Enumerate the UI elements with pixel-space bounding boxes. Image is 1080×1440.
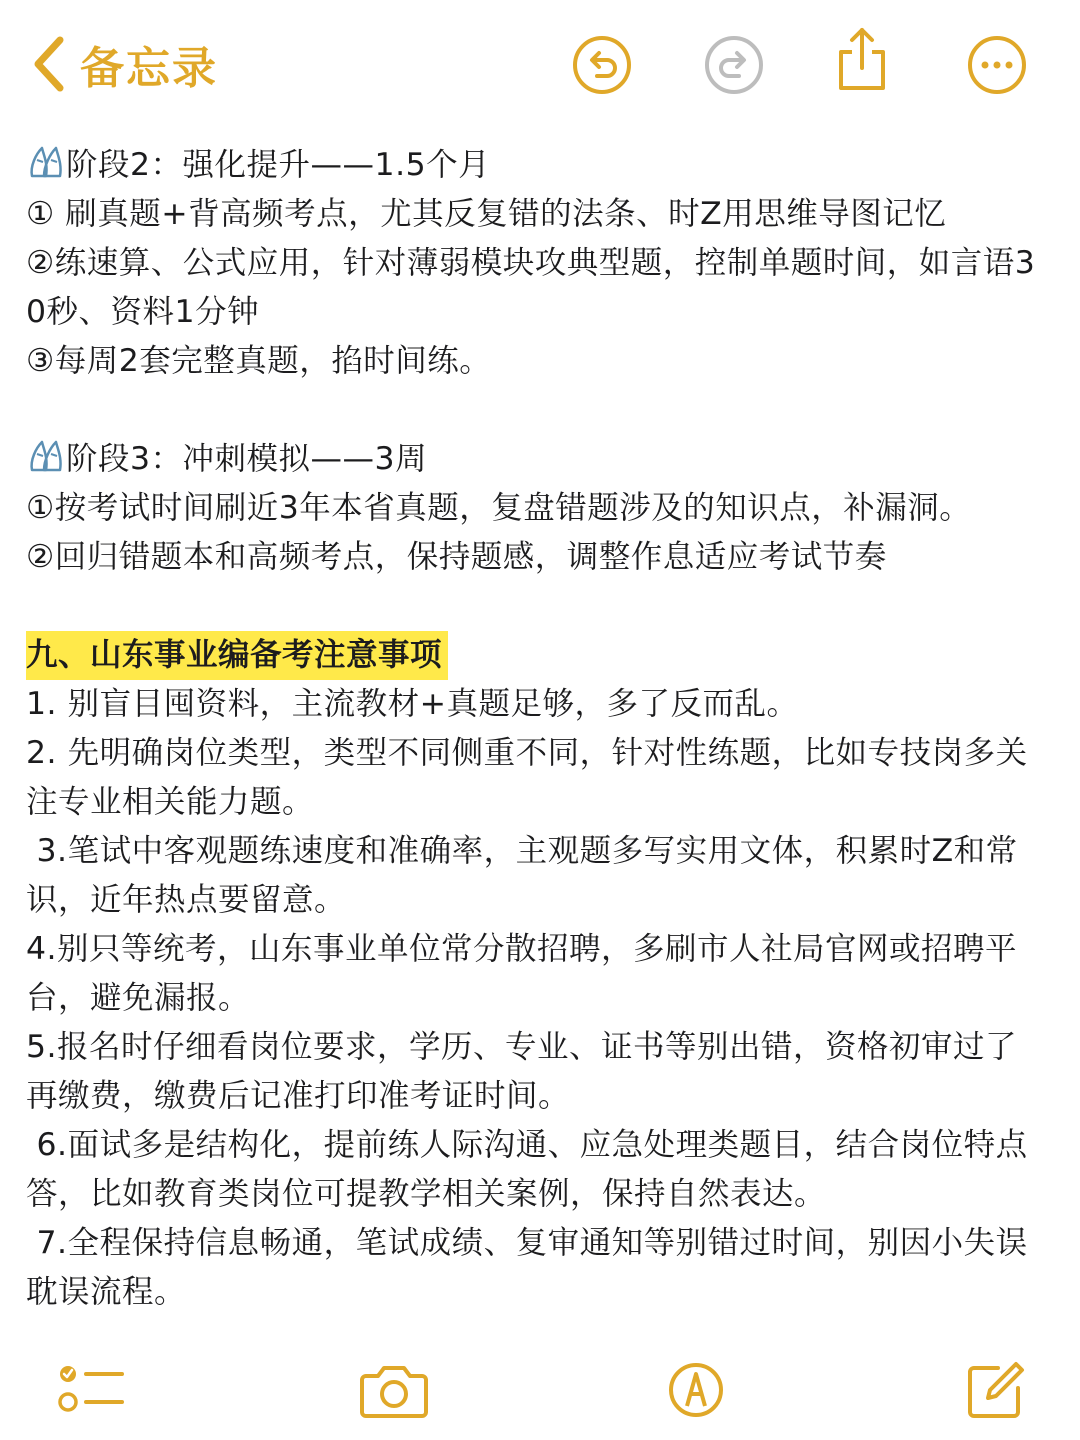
section9-line: 7.全程保持信息畅通，笔试成绩、复审通知等别错过时间，别因小失误 <box>26 1225 1028 1261</box>
section9-line: 2. 先明确岗位类型，类型不同侧重不同，针对性练题，比如专技岗多关 <box>26 735 1028 771</box>
stage2-item: 0秒、资料1分钟 <box>26 294 260 330</box>
spacer <box>26 386 1066 435</box>
share-icon[interactable] <box>833 26 891 94</box>
compose-icon[interactable] <box>964 1358 1028 1422</box>
section9-line: 耽误流程。 <box>26 1274 187 1310</box>
note-body[interactable] <box>26 141 1066 1317</box>
back-label: 备忘录 <box>80 43 218 94</box>
section9-line: 5.报名时仔细看岗位要求，学历、专业、证书等别出错，资格初审过了 <box>26 1029 1018 1065</box>
undo-icon[interactable] <box>571 34 633 96</box>
more-icon[interactable] <box>966 34 1028 96</box>
section9-line: 1. 别盲目囤资料，主流教材+真题足够，多了反而乱。 <box>26 686 799 722</box>
stage2-item: ②练速算、公式应用，针对薄弱模块攻典型题，控制单题时间，如言语3 <box>26 245 1036 281</box>
section9-line: 注专业相关能力题。 <box>26 784 315 820</box>
stage3-title <box>26 435 1066 484</box>
markup-icon[interactable] <box>666 1358 726 1422</box>
spacer <box>26 582 1066 631</box>
section9-line: 4.别只等统考，山东事业单位常分散招聘，多刷市人社局官网或招聘平 <box>26 931 1018 967</box>
stage3-title-text: 阶段3：冲刺模拟——3周 <box>66 441 428 477</box>
section9-line: 台，避免漏报。 <box>26 980 251 1016</box>
stage3-item: ②回归错题本和高频考点，保持题感，调整作息适应考试节奏 <box>26 539 887 575</box>
redo-icon[interactable] <box>703 34 765 96</box>
bottom-toolbar <box>0 1350 1080 1430</box>
section9-heading: 九、山东事业编备考注意事项 <box>26 631 448 680</box>
stage3-item: ①按考试时间刷近3年本省真题，复盘错题涉及的知识点，补漏洞。 <box>26 490 972 526</box>
top-bar <box>0 0 1080 130</box>
back-button[interactable] <box>28 32 218 96</box>
sneakers-icon <box>26 144 66 180</box>
section9-line: 再缴费，缴费后记准打印准考证时间。 <box>26 1078 571 1114</box>
section9-line: 6.面试多是结构化，提前练人际沟通、应急处理类题目，结合岗位特点 <box>26 1127 1028 1163</box>
chevron-left-icon <box>28 32 72 96</box>
stage2-title <box>26 141 1066 190</box>
checklist-icon[interactable] <box>56 1358 128 1422</box>
stage2-item: ③每周2套完整真题，掐时间练。 <box>26 343 492 379</box>
stage2-title-text: 阶段2：强化提升——1.5个月 <box>66 147 491 183</box>
sneakers-icon <box>26 438 66 474</box>
section9-line: 3.笔试中客观题练速度和准确率，主观题多写实用文体，积累时Z和常 <box>26 833 1018 869</box>
stage2-item: ① 刷真题+背高频考点，尤其反复错的法条、时Z用思维导图记忆 <box>26 196 947 232</box>
section9-line: 识，近年热点要留意。 <box>26 882 347 918</box>
section9-heading-line <box>26 631 1066 680</box>
camera-icon[interactable] <box>358 1358 430 1422</box>
section9-line: 答，比如教育类岗位可提教学相关案例，保持自然表达。 <box>26 1176 827 1212</box>
